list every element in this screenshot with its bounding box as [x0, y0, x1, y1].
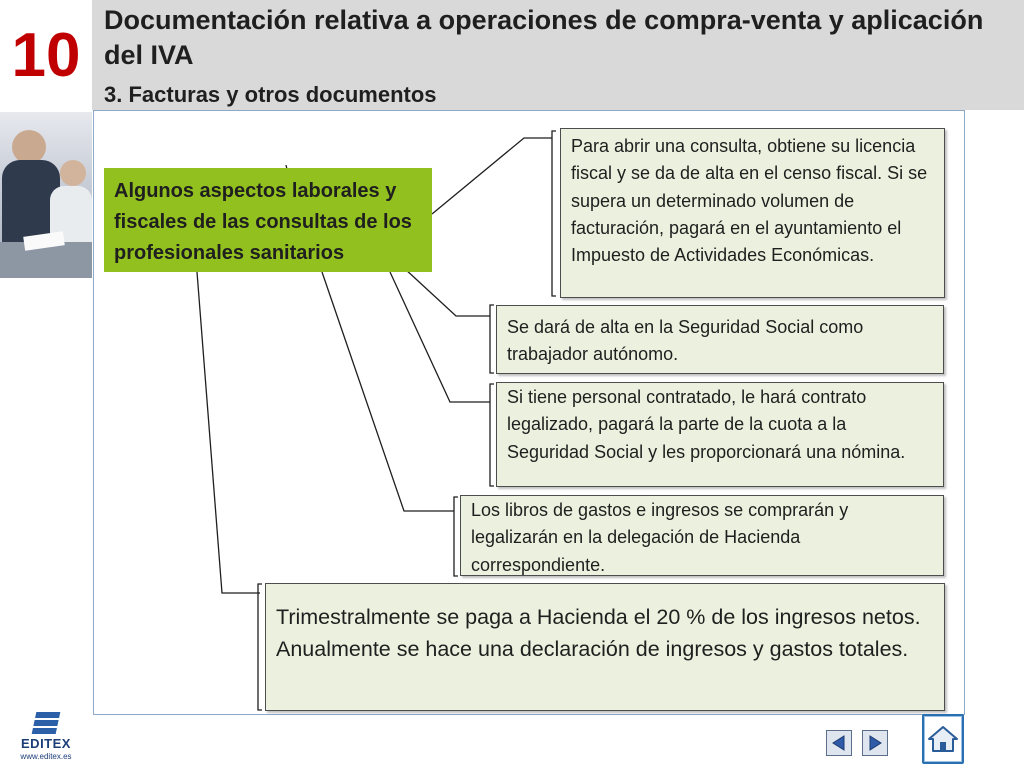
previous-slide-button[interactable]: [826, 730, 852, 756]
bracket-1: [552, 131, 556, 296]
editex-logo-icon: [32, 712, 61, 734]
home-button[interactable]: [922, 714, 964, 764]
note-seguridad-social: Se dará de alta en la Seguridad Social como trabajador autónomo.: [496, 305, 944, 374]
connector-5: [197, 272, 260, 593]
publisher-url: www.editex.es: [20, 752, 72, 761]
bracket-4: [454, 497, 458, 576]
next-slide-button[interactable]: [862, 730, 888, 756]
bracket-3: [490, 384, 494, 486]
connector-3: [390, 272, 490, 402]
page-title: Documentación relativa a operaciones de compra-venta y aplicación del IVA: [104, 5, 984, 70]
note-licencia-fiscal: Para abrir una consulta, obtiene su licencia fiscal y se da de alta en el censo fiscal. Si se supera un determinado volumen de facturación, pagará en el ayuntamiento el Impuesto de Actividades Económicas.: [560, 128, 945, 298]
connector-2: [404, 268, 490, 316]
connector-4: [322, 272, 454, 511]
note-personal-contratado: Si tiene personal contratado, le hará contrato legalizado, pagará la parte de la cuota a la Seguridad Social y les proporcionará una nómina.: [496, 382, 944, 487]
bracket-2: [490, 305, 494, 373]
home-icon: [927, 723, 959, 755]
note-hacienda-trimestral: Trimestralmente se paga a Hacienda el 20 % de los ingresos netos. Anualmente se hace una declaración de ingresos y gastos totales.: [265, 583, 945, 711]
arrow-right-icon: [866, 734, 884, 752]
chapter-number: 10: [0, 0, 92, 110]
section-subtitle: 3. Facturas y otros documentos: [104, 82, 437, 107]
connector-1: [432, 138, 552, 214]
main-topic-box: Algunos aspectos laborales y fiscales de las consultas de los profesionales sanitarios: [104, 168, 432, 272]
bracket-5: [258, 584, 262, 710]
arrow-left-icon: [830, 734, 848, 752]
publisher-name: EDITEX: [21, 736, 71, 751]
note-libros-gastos: Los libros de gastos e ingresos se comprarán y legalizarán en la delegación de Hacienda correspondiente.: [460, 495, 944, 576]
editex-logo: [14, 708, 78, 764]
